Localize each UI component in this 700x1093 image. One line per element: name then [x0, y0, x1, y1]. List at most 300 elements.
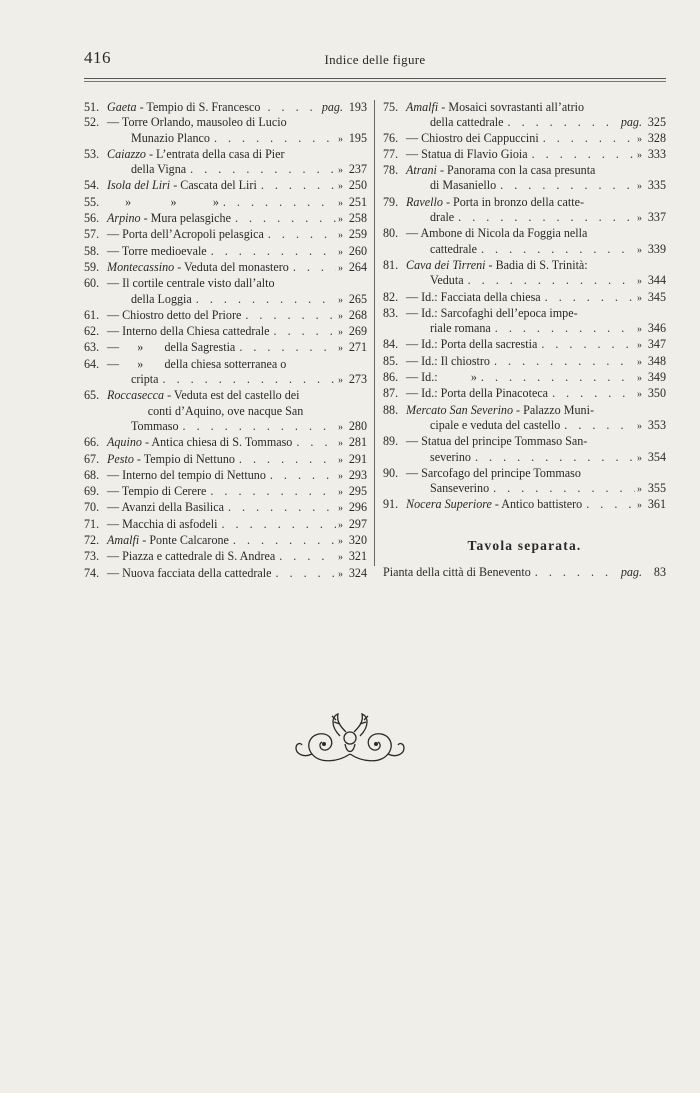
- page-ref: 353: [647, 417, 666, 432]
- entry-text: [430, 418, 560, 433]
- description: - Mosaici sovrastanti all’atrio: [438, 100, 585, 114]
- ditto-mark: »: [338, 165, 343, 177]
- entry-text: [406, 131, 539, 146]
- ditto-mark: »: [338, 246, 343, 258]
- figure-number: 69.: [84, 484, 100, 499]
- figure-number: 52.: [84, 115, 100, 130]
- index-entry: [84, 324, 367, 340]
- entry-text: [406, 306, 578, 321]
- entry-line: [84, 178, 367, 194]
- entry-text: [430, 321, 491, 336]
- index-entry: [383, 306, 666, 338]
- description: cripta: [131, 372, 159, 387]
- description: — Id.: »: [406, 370, 477, 385]
- ditto-mark: »: [637, 356, 642, 368]
- description: — Statua del principe Tommaso San-: [406, 434, 588, 449]
- entry-line: [84, 404, 367, 419]
- entry-text: [406, 386, 548, 401]
- entry-text: [406, 147, 528, 162]
- dot-leader: [263, 100, 319, 115]
- entry-text: [430, 450, 471, 465]
- page-ref: 297: [348, 516, 367, 531]
- dot-leader: [206, 484, 336, 499]
- entry-line: [84, 468, 367, 484]
- description: severino: [430, 449, 471, 464]
- entry-line: [383, 306, 666, 321]
- index-entry: [84, 435, 367, 451]
- index-entry: [84, 357, 367, 389]
- figure-number: 79.: [383, 194, 399, 209]
- description: - Mura pelasgiche: [140, 211, 231, 226]
- description: - L’entrata della casa di Pier: [145, 146, 285, 161]
- dot-leader: [541, 290, 635, 305]
- right-column: [383, 100, 666, 580]
- page-ref: 348: [647, 353, 666, 368]
- figure-number: 72.: [84, 533, 100, 548]
- figure-number: 75.: [383, 100, 399, 114]
- entry-line: [383, 100, 666, 115]
- figure-number: 54.: [84, 178, 100, 193]
- entry-line: [84, 517, 367, 533]
- description: - Antico battistero: [491, 497, 583, 512]
- dot-leader: [219, 195, 336, 210]
- index-entry: [383, 100, 666, 131]
- entry-line: [84, 162, 367, 178]
- page-ref: 337: [647, 210, 666, 225]
- dot-leader: [537, 337, 635, 352]
- ditto-mark: »: [338, 454, 343, 466]
- index-entry: [84, 115, 367, 147]
- entry-text: [107, 533, 229, 548]
- ditto-mark: »: [338, 487, 343, 499]
- description: — Id.: Porta della Pinacoteca: [406, 386, 549, 401]
- ditto-mark: »: [338, 503, 343, 515]
- page-ref: 339: [647, 241, 666, 256]
- page-ref: 354: [647, 449, 666, 464]
- page-ref: 291: [348, 451, 367, 466]
- description: - Tempio di S. Francesco: [136, 100, 264, 114]
- dot-leader: [266, 468, 336, 483]
- entry-line: [383, 481, 666, 497]
- ditto-mark: »: [338, 262, 343, 274]
- entry-text: [406, 354, 490, 369]
- dot-leader: [489, 481, 635, 496]
- entry-line: [383, 242, 666, 258]
- description: — Id.: Sarcofaghi dell’epoca impe-: [406, 305, 578, 320]
- figure-number: 67.: [84, 451, 100, 466]
- entry-text: [107, 388, 300, 403]
- place-name: Atrani: [406, 163, 437, 178]
- entry-text: [107, 435, 292, 450]
- index-entry: [383, 497, 666, 513]
- ditto-mark: »: [637, 373, 642, 385]
- dot-leader: [186, 162, 336, 177]
- entry-text: [107, 549, 275, 564]
- ditto-mark: »: [338, 214, 343, 226]
- entry-text: [107, 308, 241, 323]
- ditto-mark: »: [338, 421, 343, 433]
- dot-leader: [528, 147, 635, 162]
- description: Veduta: [430, 273, 464, 288]
- entry-text: [430, 273, 464, 288]
- description: Sanseverino: [430, 481, 490, 496]
- place-name: Pesto: [107, 451, 134, 466]
- description: — Torre Orlando, mausoleo di Lucio: [107, 115, 287, 130]
- ditto-mark: »: [338, 438, 343, 450]
- figure-number: 63.: [84, 340, 100, 355]
- dot-leader: [235, 452, 336, 467]
- figure-number: 80.: [383, 226, 399, 241]
- index-entry: [84, 549, 367, 565]
- entry-text: [107, 484, 206, 499]
- description: — Sarcofago del principe Tommaso: [406, 465, 581, 480]
- dot-leader: [504, 115, 619, 130]
- entry-line: [383, 354, 666, 370]
- ditto-mark: »: [637, 484, 642, 496]
- index-entry: [383, 147, 666, 163]
- place-name: Montecassino: [107, 259, 175, 274]
- place-name: Aquino: [107, 435, 142, 450]
- index-entry: [84, 484, 367, 500]
- entry-text: [406, 337, 537, 352]
- page-ref: 361: [647, 497, 666, 512]
- separate-plate-entry: [383, 565, 666, 580]
- ditto-mark: »: [338, 536, 343, 548]
- description: — Chiostro detto del Priore: [107, 307, 242, 322]
- figure-number: 56.: [84, 211, 100, 226]
- entry-text: [406, 497, 582, 512]
- entry-line: [84, 115, 367, 130]
- dot-leader: [159, 372, 336, 387]
- description: riale romana: [430, 321, 491, 336]
- entry-text: [430, 242, 477, 257]
- dot-leader: [235, 340, 336, 355]
- figure-number: 91.: [383, 497, 399, 512]
- entry-line: [383, 147, 666, 163]
- figure-number: 76.: [383, 130, 399, 145]
- ditto-mark: »: [338, 343, 343, 355]
- page-ref: 265: [348, 291, 367, 306]
- entry-text: [107, 178, 257, 193]
- figure-number: 89.: [383, 434, 399, 449]
- entry-line: [84, 388, 367, 403]
- index-entry: [383, 386, 666, 402]
- entry-line: [383, 163, 666, 178]
- page-ref: 250: [348, 178, 367, 193]
- dot-leader: [548, 386, 635, 401]
- dot-leader: [292, 435, 336, 450]
- dot-leader: [582, 497, 635, 512]
- place-name: Amalfi: [406, 100, 439, 114]
- page-ref: 355: [647, 481, 666, 496]
- figure-number: 77.: [383, 146, 399, 161]
- ditto-mark: »: [637, 292, 642, 304]
- ditto-mark: »: [338, 568, 343, 580]
- page-ref: 237: [348, 162, 367, 177]
- entry-line: [383, 321, 666, 337]
- index-entry: [84, 308, 367, 324]
- ditto-mark: »: [338, 197, 343, 209]
- entry-line: [383, 290, 666, 306]
- entry-text: [107, 340, 235, 355]
- dot-leader: [454, 210, 635, 225]
- description: — Macchia di asfodeli: [107, 516, 218, 531]
- description: Munazio Planco: [131, 130, 210, 145]
- place-name: Nocera Superiore: [406, 497, 492, 512]
- place-name: Roccasecca: [107, 388, 165, 403]
- ditto-mark: »: [338, 181, 343, 193]
- entry-text: [131, 419, 179, 434]
- figure-number: 84.: [383, 337, 399, 352]
- index-entry: [383, 290, 666, 306]
- description: — » della Sagrestia: [107, 340, 236, 355]
- page-ref: 349: [647, 370, 666, 385]
- description: - Porta in bronzo della catte-: [442, 194, 584, 209]
- entry-line: [84, 340, 367, 356]
- entry-line: [383, 337, 666, 353]
- place-name: Cava dei Tirreni: [406, 257, 486, 272]
- page-ref: 259: [348, 227, 367, 242]
- entry-text: [107, 276, 275, 291]
- figure-number: 68.: [84, 467, 100, 482]
- entry-line: [383, 178, 666, 194]
- entry-line: [383, 258, 666, 273]
- page-ref: 195: [348, 130, 367, 145]
- entry-line: [383, 418, 666, 434]
- place-name: Isola del Liri: [107, 178, 171, 193]
- entry-text: [148, 404, 304, 419]
- dot-leader: [272, 566, 336, 581]
- ditto-mark: »: [637, 181, 642, 193]
- dot-leader: [477, 370, 635, 385]
- entry-line: [84, 100, 367, 115]
- place-name: Gaeta: [107, 100, 137, 114]
- entry-text: [131, 162, 186, 177]
- entry-text: [406, 258, 588, 273]
- dot-leader: [560, 418, 635, 433]
- page-ref: 333: [647, 146, 666, 161]
- page-ref: 258: [348, 211, 367, 226]
- entry-text: [406, 370, 477, 385]
- place-name: Mercato San Severino: [406, 402, 514, 417]
- entry-line: [84, 260, 367, 276]
- index-entry: [84, 178, 367, 194]
- entry-line: [383, 226, 666, 241]
- page-ref: 251: [348, 194, 367, 209]
- description: drale: [430, 210, 455, 225]
- entry-text: [131, 372, 159, 387]
- description: — Nuova facciata della cattedrale: [107, 565, 272, 580]
- ditto-mark: »: [637, 133, 642, 145]
- entry-line: [84, 452, 367, 468]
- ditto-mark: »: [637, 389, 642, 401]
- figure-number: 55.: [84, 194, 100, 209]
- index-entry: [84, 566, 367, 582]
- entry-line: [383, 370, 666, 386]
- index-entry: [383, 403, 666, 435]
- page-ref: 271: [348, 340, 367, 355]
- description: — Id.: Il chiostro: [406, 353, 490, 368]
- entry-text: [430, 178, 496, 193]
- ditto-mark: »: [338, 519, 343, 531]
- ditto-mark: »: [637, 244, 642, 256]
- description: - Veduta est del castello dei: [164, 388, 300, 403]
- entry-line: [383, 273, 666, 289]
- entry-line: [84, 549, 367, 565]
- separate-plates-title: Tavola separata.: [467, 537, 582, 553]
- dot-leader: [264, 227, 336, 242]
- entry-text: [406, 195, 584, 210]
- figure-number: 74.: [84, 565, 100, 580]
- index-entry: [383, 337, 666, 353]
- page-ref: 346: [647, 321, 666, 336]
- description: — Id.: Porta della sacrestia: [406, 337, 538, 352]
- ditto-mark: »: [637, 213, 642, 225]
- figure-number: 57.: [84, 227, 100, 242]
- description: — Interno del tempio di Nettuno: [107, 467, 266, 482]
- description: della cattedrale: [430, 115, 504, 130]
- place-name: Arpino: [107, 211, 141, 226]
- description: - Antica chiesa di S. Tommaso: [141, 435, 293, 450]
- page-ref: 347: [647, 337, 666, 352]
- pag-label: pag.: [620, 565, 642, 580]
- entry-text: [406, 163, 595, 178]
- entry-text: [107, 147, 285, 162]
- page-ref: 269: [348, 324, 367, 339]
- entry-text: [406, 466, 581, 481]
- index-entry: [84, 468, 367, 484]
- figure-number: 86.: [383, 370, 399, 385]
- entry-line: [84, 484, 367, 500]
- index-entry: [84, 195, 367, 211]
- entry-text: [107, 195, 219, 210]
- place-name: Ravello: [406, 194, 443, 209]
- entry-text: [107, 244, 207, 259]
- page-ref: 260: [348, 243, 367, 258]
- entry-line: [84, 147, 367, 162]
- entry-line: [383, 386, 666, 402]
- ditto-mark: »: [637, 324, 642, 336]
- entry-text: [107, 468, 266, 483]
- ditto-mark: »: [338, 310, 343, 322]
- entry-text: [406, 100, 584, 115]
- index-entry: [84, 276, 367, 308]
- dot-leader: [179, 419, 336, 434]
- dot-leader: [464, 273, 635, 288]
- figure-number: 59.: [84, 259, 100, 274]
- dot-leader: [471, 450, 635, 465]
- description: - Cascata del Liri: [170, 178, 257, 193]
- entry-text: [107, 566, 272, 581]
- running-title: Indice delle figure: [324, 52, 426, 67]
- entry-text: [406, 434, 587, 449]
- dot-leader: [539, 131, 635, 146]
- description: conti d’Aquino, ove nacque San: [147, 403, 304, 418]
- description: Tommaso: [131, 418, 179, 433]
- index-entry: [383, 226, 666, 258]
- column-divider: [374, 100, 375, 566]
- description: - Badia di S. Trinità:: [485, 257, 588, 272]
- description: - Veduta del monastero: [174, 259, 289, 274]
- page-ref: 321: [348, 549, 367, 564]
- entry-line: [84, 131, 367, 147]
- ditto-mark: »: [338, 133, 343, 145]
- ditto-mark: »: [637, 149, 642, 161]
- description: — Avanzi della Basilica: [107, 500, 224, 515]
- description: — Statua di Flavio Gioia: [406, 146, 528, 161]
- dot-leader: [531, 565, 619, 580]
- index-entry: [383, 370, 666, 386]
- page-ref: 83: [653, 565, 666, 580]
- page-ref: 350: [647, 386, 666, 401]
- page-ref: 280: [348, 418, 367, 433]
- ditto-mark: »: [338, 327, 343, 339]
- entry-line: [84, 308, 367, 324]
- page-ref: 335: [647, 178, 666, 193]
- entry-line: [84, 566, 367, 582]
- page-number: 416: [84, 48, 111, 67]
- page-ref: 193: [348, 100, 367, 114]
- dot-leader: [491, 321, 635, 336]
- description: — Interno della Chiesa cattedrale: [107, 324, 270, 339]
- description: di Masaniello: [430, 178, 497, 193]
- ditto-mark: »: [338, 375, 343, 387]
- page-ref: 293: [348, 467, 367, 482]
- description: — » della chiesa sotterranea o: [107, 356, 287, 371]
- entry-line: [84, 500, 367, 516]
- entry-text: [131, 292, 192, 307]
- description: cipale e veduta del castello: [430, 417, 561, 432]
- entry-text: [107, 115, 287, 130]
- ditto-mark: »: [637, 452, 642, 464]
- ditto-mark: »: [338, 230, 343, 242]
- entry-line: [84, 227, 367, 243]
- page-ref: 281: [348, 435, 367, 450]
- page-ref: 296: [348, 500, 367, 515]
- entry-line: [84, 435, 367, 451]
- ditto-mark: »: [637, 420, 642, 432]
- entry-line: [84, 211, 367, 227]
- entry-text: [107, 357, 286, 372]
- entry-text: [406, 403, 594, 418]
- page-ref: 295: [348, 484, 367, 499]
- index-entry: [84, 211, 367, 227]
- entry-text: [107, 100, 263, 115]
- index-entry: [84, 100, 367, 115]
- entry-text: [107, 500, 224, 515]
- description: — Ambone di Nicola da Foggia nella: [406, 226, 588, 241]
- entry-text: [107, 260, 289, 275]
- figure-number: 81.: [383, 257, 399, 272]
- entry-text: [107, 452, 235, 467]
- ditto-mark: »: [338, 552, 343, 564]
- index-entry: [383, 195, 666, 227]
- entry-line: [84, 244, 367, 260]
- page-ref: 328: [647, 130, 666, 145]
- ditto-mark: »: [637, 500, 642, 512]
- entry-line: [383, 403, 666, 418]
- figure-number: 66.: [84, 435, 100, 450]
- index-entry: [383, 434, 666, 466]
- entry-line: [383, 115, 666, 130]
- entry-line: [84, 324, 367, 340]
- separate-plate-text: Pianta della città di Benevento: [383, 565, 531, 580]
- entry-line: [383, 195, 666, 210]
- page-ref: 264: [348, 259, 367, 274]
- dot-leader: [229, 533, 336, 548]
- index-entry: [383, 163, 666, 195]
- figure-number: 64.: [84, 356, 100, 371]
